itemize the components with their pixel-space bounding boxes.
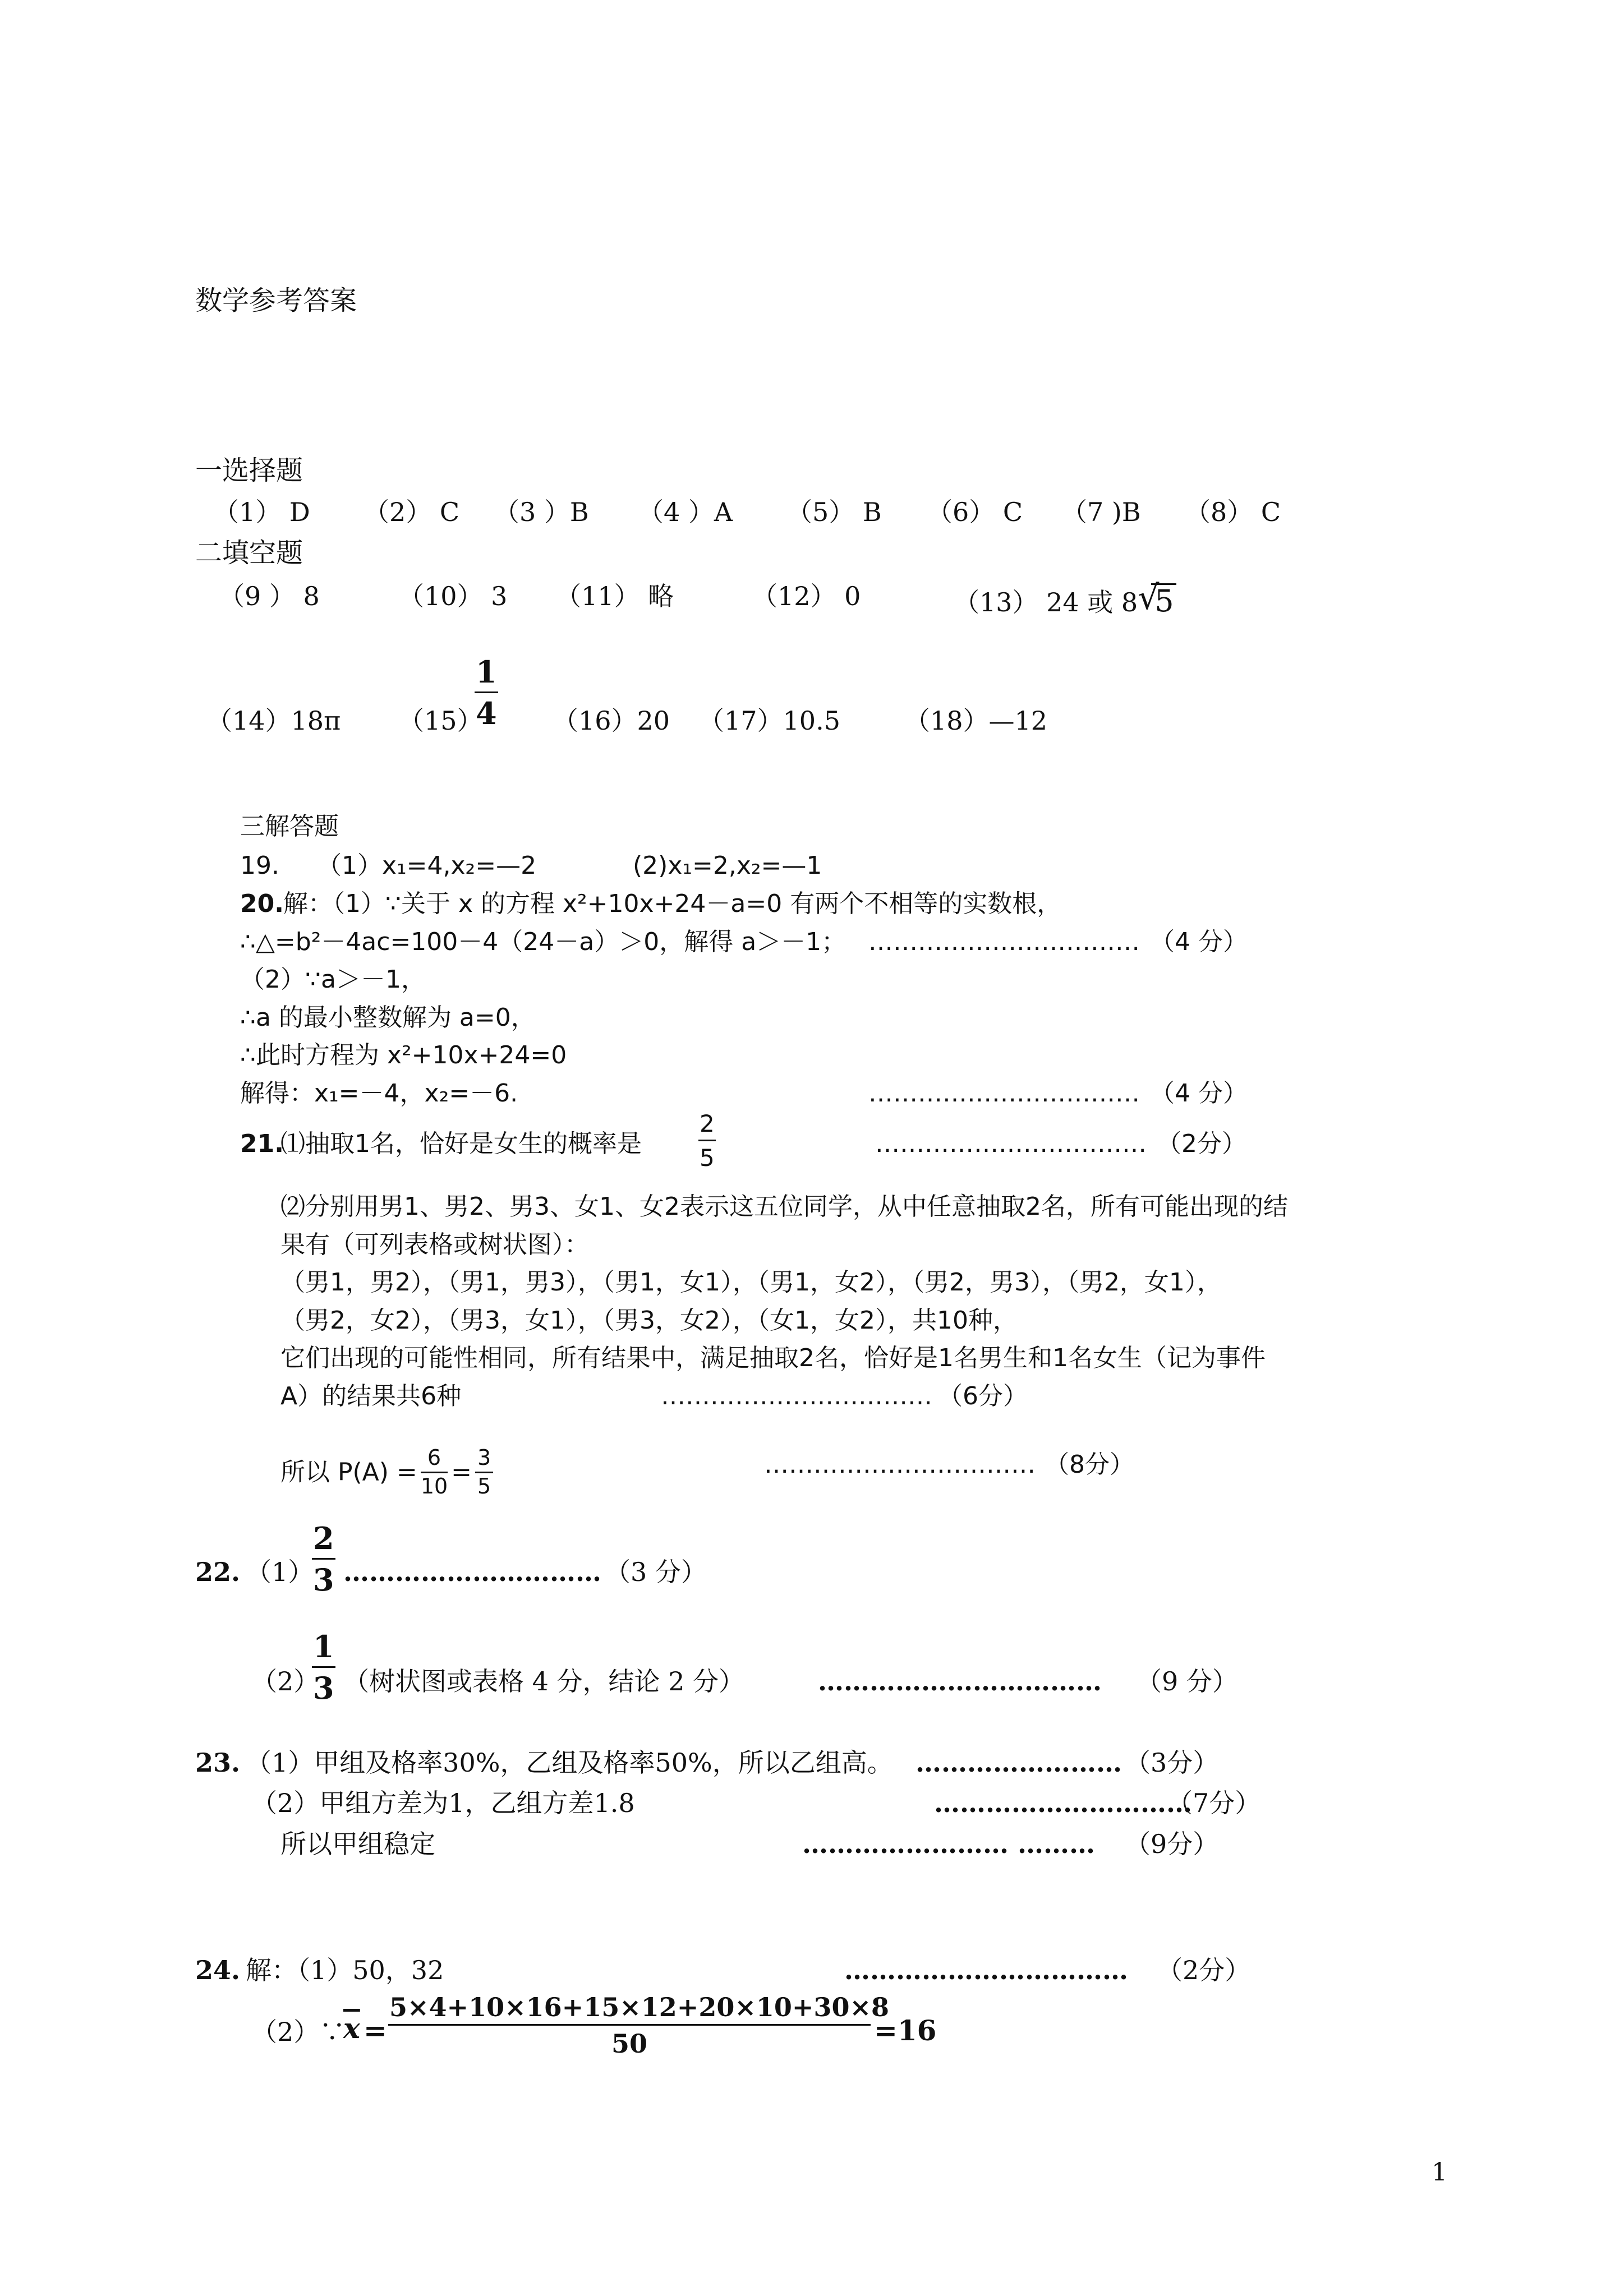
q23-part3-score: （9分） xyxy=(1125,1829,1219,1859)
choice-answer-8: （8） C xyxy=(1185,497,1281,527)
fraction-q22-p2 xyxy=(312,1631,335,1704)
fill-answer-13-prefix: （13） 24 或 8 xyxy=(954,587,1138,617)
q21-part2-line3: （男1，男2），（男1，男3），（男1，女1），（男1，女2），（男2，男3），（男2，女1）， xyxy=(280,1268,1222,1297)
choice-answer-3: （3 ）B xyxy=(494,497,589,527)
q23-part2-dots: ………………………… xyxy=(934,1788,1192,1818)
fraction-q21-p3-a xyxy=(421,1447,448,1498)
fraction-numerator: 1 xyxy=(312,1631,335,1668)
q21-part3-dots: …………………………… xyxy=(764,1450,1036,1479)
fraction-q21-p3-b xyxy=(475,1447,493,1498)
fraction-denominator: 5 xyxy=(477,1473,491,1499)
fraction-denominator: 50 xyxy=(611,2028,647,2059)
choice-answer-7: （7 )B xyxy=(1061,497,1141,527)
section-heading-choice: 一选择题 xyxy=(195,455,303,486)
fill-answer-10: （10） 3 xyxy=(398,581,508,611)
fill-answer-18: （18）—12 xyxy=(904,706,1048,736)
q24-equals: = xyxy=(364,2014,387,2047)
q22-part2-prefix: （2） xyxy=(251,1666,320,1696)
q21-part3-score: （8分） xyxy=(1045,1450,1134,1479)
q23-part3-text: 所以甲组稳定 xyxy=(280,1829,435,1859)
fill-answer-9: （9 ） 8 xyxy=(219,581,320,611)
q21-part3 xyxy=(280,1447,496,1498)
q23-part3-dots: …………………… ……… xyxy=(802,1829,1096,1859)
q21-part2-dots: …………………………… xyxy=(661,1382,932,1410)
q23-part2-text: （2）甲组方差为1，乙组方差1.8 xyxy=(251,1788,635,1818)
sqrt-expression: √ 5 xyxy=(1138,583,1176,616)
q23-part1-score: （3分） xyxy=(1125,1748,1219,1778)
fraction-numerator: 5×4+10×16+15×12+20×10+30×8 xyxy=(388,1994,871,2026)
page-number: 1 xyxy=(1432,2158,1447,2187)
q22-label: 22. xyxy=(195,1557,241,1587)
choice-answer-4: （4 ）A xyxy=(638,497,733,527)
fraction-denominator: 5 xyxy=(700,1144,715,1172)
q24-part1-text: 解：（1）50，32 xyxy=(246,1955,444,1985)
q21-part2-line1: ⑵分别用男1、男2、男3、女1、女2表示这五位同学，从中任意抽取2名，所有可能出现的结 xyxy=(280,1192,1288,1221)
q23-part1-dots: …………………… xyxy=(915,1748,1122,1778)
q21-part1-score: （2分） xyxy=(1157,1129,1246,1158)
fraction-numerator: 2 xyxy=(312,1523,335,1560)
page-title: 数学参考答案 xyxy=(195,285,357,316)
q21-part1-text: ⑴抽取1名，恰好是女生的概率是 xyxy=(280,1129,642,1158)
q20-line6: 解得：x₁=－4，x₂=－6. xyxy=(240,1079,518,1108)
q19-label: 19. xyxy=(240,851,279,880)
fraction-denominator: 3 xyxy=(313,1561,334,1598)
section-heading-solve: 三解答题 xyxy=(240,812,339,841)
choice-answer-2: （2） C xyxy=(364,497,460,527)
choice-answer-5: （5） B xyxy=(786,497,882,527)
q21-label: 21. xyxy=(240,1129,284,1158)
q20-line1: 解：（1）∵关于 x 的方程 x²+10x+24－a=0 有两个不相等的实数根， xyxy=(283,889,1062,918)
q20-line2-score: （4 分） xyxy=(1150,928,1248,956)
mean-variable xyxy=(343,2014,360,2043)
sqrt-radicand: 5 xyxy=(1151,583,1176,616)
q24-label: 24. xyxy=(195,1955,241,1985)
fraction-q15 xyxy=(475,656,498,729)
q24-result: =16 xyxy=(874,2014,937,2047)
fill-answer-11: （11） 略 xyxy=(555,581,674,611)
fraction-q24-mean xyxy=(388,1992,890,2059)
fill-answer-12: （12） 0 xyxy=(752,581,861,611)
q23-part2-score: （7分） xyxy=(1167,1788,1261,1818)
fill-answer-17: （17）10.5 xyxy=(698,706,840,736)
fill-answer-16: （16）20 xyxy=(553,706,670,736)
q21-part3-prefix: 所以 P(A) = xyxy=(280,1458,417,1487)
q23-label: 23. xyxy=(195,1748,241,1778)
fill-answer-15-label: （15） xyxy=(398,706,483,736)
q20-line2-dots: …………………………… xyxy=(868,928,1140,956)
fraction-numerator: 1 xyxy=(475,656,498,693)
fraction-denominator: 3 xyxy=(313,1670,334,1706)
q21-part2-score: （6分） xyxy=(938,1382,1028,1410)
q20-line6-score: （4 分） xyxy=(1150,1079,1248,1108)
fraction-numerator: 6 xyxy=(421,1447,448,1473)
q19-part1: （1）x₁=4,x₂=—2 xyxy=(317,851,537,880)
q20-line6-dots: …………………………… xyxy=(868,1079,1140,1108)
choice-answer-1: （1） D xyxy=(213,497,310,527)
section-heading-fill: 二填空题 xyxy=(195,537,303,569)
q20-line5: ∴此时方程为 x²+10x+24=0 xyxy=(240,1041,567,1069)
q21-part2-line4: （男2，女2），（男3，女1），（男3，女2），（女1，女2），共10种， xyxy=(280,1306,1018,1335)
fraction-denominator: 4 xyxy=(476,695,497,731)
equals-sign: = xyxy=(451,1458,472,1487)
q21-part2-line2: 果有（可列表格或树状图）： xyxy=(280,1230,589,1259)
q22-part2-score: （9 分） xyxy=(1136,1666,1238,1696)
x-bar: $\overline{x}$ xyxy=(343,2012,360,2045)
choice-answer-6: （6） C xyxy=(927,497,1023,527)
q20-line3: （2）∵a＞－1， xyxy=(240,965,426,994)
q20-line2: ∴△=b²－4ac=100－4（24－a）＞0，解得 a＞－1； xyxy=(240,928,846,956)
q24-part1-score: （2分） xyxy=(1157,1955,1251,1985)
fraction-q22-p1 xyxy=(312,1520,335,1598)
q24-part1-dots: …………………………… xyxy=(844,1955,1128,1985)
q19-part2: (2)x₁=2,x₂=—1 xyxy=(633,851,822,880)
q20-label: 20. xyxy=(240,889,284,918)
q21-part2-line5: 它们出现的可能性相同，所有结果中，满足抽取2名，恰好是1名男生和1名女生（记为事件 xyxy=(280,1344,1266,1372)
q22-part1-dots: ………………………… xyxy=(343,1557,601,1587)
q21-part1-dots: …………………………… xyxy=(875,1129,1147,1158)
q23-part1-text: （1）甲组及格率30%，乙组及格率50%，所以乙组高。 xyxy=(246,1748,893,1778)
q22-part1-score: （3 分） xyxy=(605,1557,707,1587)
q24-part2-prefix: （2）∵ xyxy=(251,2017,346,2047)
fraction-numerator: 3 xyxy=(475,1447,493,1473)
q22-part1-prefix: （1） xyxy=(246,1557,314,1587)
fraction-q21-p1 xyxy=(698,1112,716,1170)
fill-answer-13 xyxy=(954,578,1176,619)
q22-part2-text: （树状图或表格 4 分，结论 2 分） xyxy=(343,1666,745,1696)
q21-part2-line6: A）的结果共6种 xyxy=(280,1382,462,1410)
fraction-denominator: 10 xyxy=(420,1473,448,1499)
q20-line4: ∴a 的最小整数解为 a=0， xyxy=(240,1003,536,1032)
q22-part2-dots: …………………………… xyxy=(818,1666,1102,1696)
fraction-numerator: 2 xyxy=(698,1112,716,1141)
fill-answer-14: （14）18π xyxy=(206,706,341,736)
